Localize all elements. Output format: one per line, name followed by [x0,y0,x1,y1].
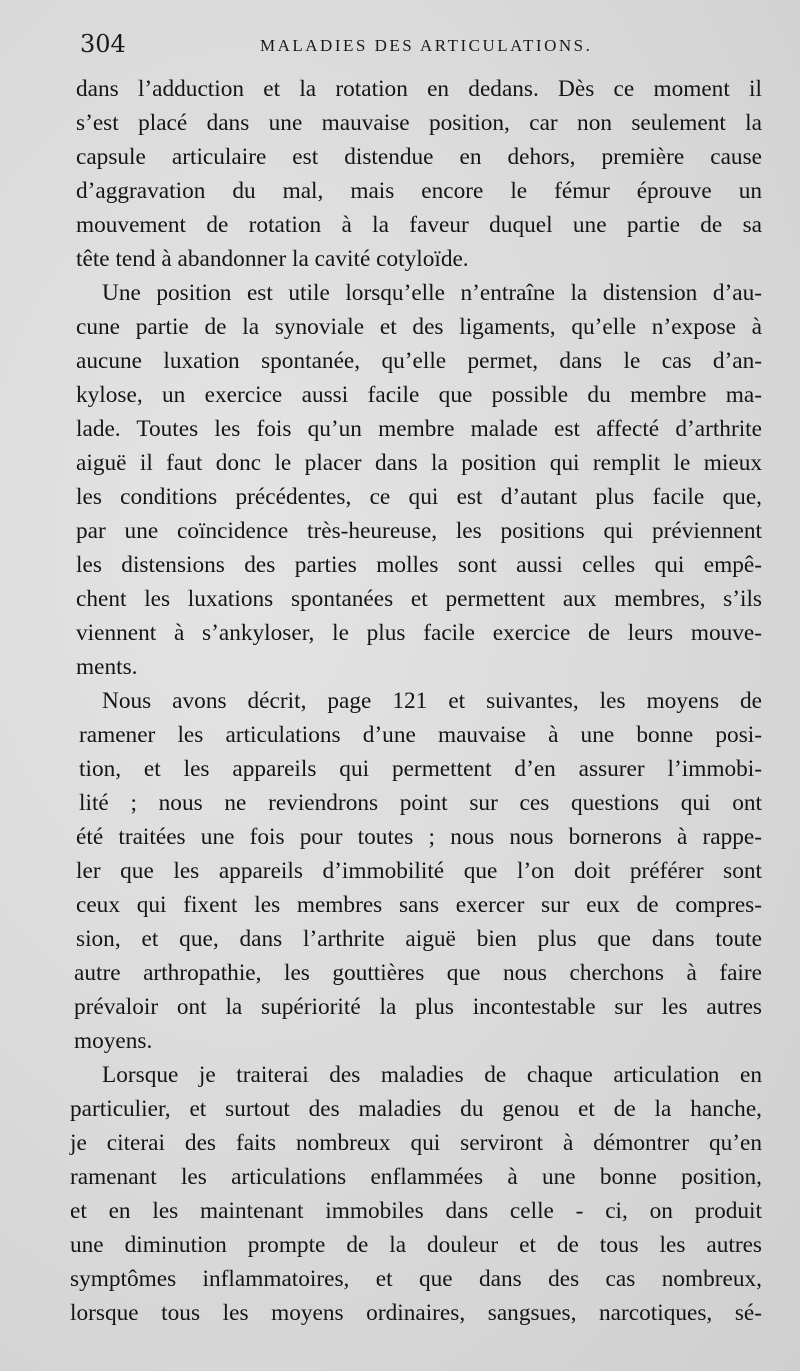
text-line: prévaloir ont la supériorité la plus incontestable sur les autres [74,994,762,1020]
text-line: mouvement de rotation à la faveur duquel une partie de sa [76,212,762,238]
running-head: MALADIES DES ARTICULATIONS. [260,36,593,55]
text-line: chent les luxations spontanées et permettent aux membres, s’ils [76,586,762,612]
text-line: aiguë il faut donc le placer dans la position qui remplit le mieux [76,450,762,476]
text-line: je citerai des faits nombreux qui serviront à démontrer qu’en [70,1130,762,1156]
text-line: été traitées une fois pour toutes ; nous nous bornerons à rappe- [76,824,762,850]
text-line: aucune luxation spontanée, qu’elle permet, dans le cas d’an- [76,348,762,374]
text-line: cune partie de la synoviale et des ligaments, qu’elle n’expose à [76,314,762,340]
text-line: capsule articulaire est distendue en dehors, première cause [76,144,762,170]
paragraph-first-line: Lorsque je traiterai des maladies de chaque articulation en [102,1062,762,1088]
text-line: ramenant les articulations enflammées à une bonne position, [70,1164,762,1190]
text-line: kylose, un exercice aussi facile que possible du membre ma- [76,382,762,408]
text-line: lorsque tous les moyens ordinaires, sangsues, narcotiques, sé- [70,1300,762,1326]
page-header [80,30,760,66]
text-line: particulier, et surtout des maladies du genou et de la hanche, [70,1096,762,1122]
text-line: symptômes inflammatoires, et que dans des cas nombreux, [70,1266,762,1292]
text-line: ler que les appareils d’immobilité que l’on doit préférer sont [76,858,762,884]
text-line: autre arthropathie, les gouttières que nous cherchons à faire [74,960,762,986]
text-line: tête tend à abandonner la cavité cotyloïde. [76,246,469,272]
text-line: et en les maintenant immobiles dans celle - ci, on produit [70,1198,762,1224]
text-line: ments. [76,654,138,680]
text-line: les conditions précédentes, ce qui est d’autant plus facile que, [76,484,762,510]
text-line: une diminution prompte de la douleur et de tous les autres [70,1232,762,1258]
text-line: lade. Toutes les fois qu’un membre malade est affecté d’arthrite [76,416,762,442]
page-number: 304 [80,30,126,58]
paragraph-first-line: Une position est utile lorsqu’elle n’entraîne la distension d’au- [102,280,762,306]
paragraph-first-line: Nous avons décrit, page 121 et suivantes, les moyens de [102,688,762,714]
text-line: les distensions des parties molles sont aussi celles qui empê- [76,552,762,578]
text-line: tion, et les appareils qui permettent d’en assurer l’immobi- [79,756,762,782]
text-line: s’est placé dans une mauvaise position, car non seulement la [76,110,762,136]
text-line: lité ; nous ne reviendrons point sur ces questions qui ont [79,790,762,816]
text-line: ramener les articulations d’une mauvaise à une bonne posi- [79,722,762,748]
text-line: moyens. [74,1028,153,1054]
text-line: d’aggravation du mal, mais encore le fémur éprouve un [76,178,762,204]
text-line: ceux qui fixent les membres sans exercer sur eux de compres- [76,892,762,918]
text-line: par une coïncidence très-heureuse, les positions qui préviennent [76,518,762,544]
text-line: dans l’adduction et la rotation en dedans. Dès ce moment il [76,76,762,102]
text-line: viennent à s’ankyloser, le plus facile exercice de leurs mouve- [76,620,762,646]
text-line: sion, et que, dans l’arthrite aiguë bien plus que dans toute [76,926,762,952]
